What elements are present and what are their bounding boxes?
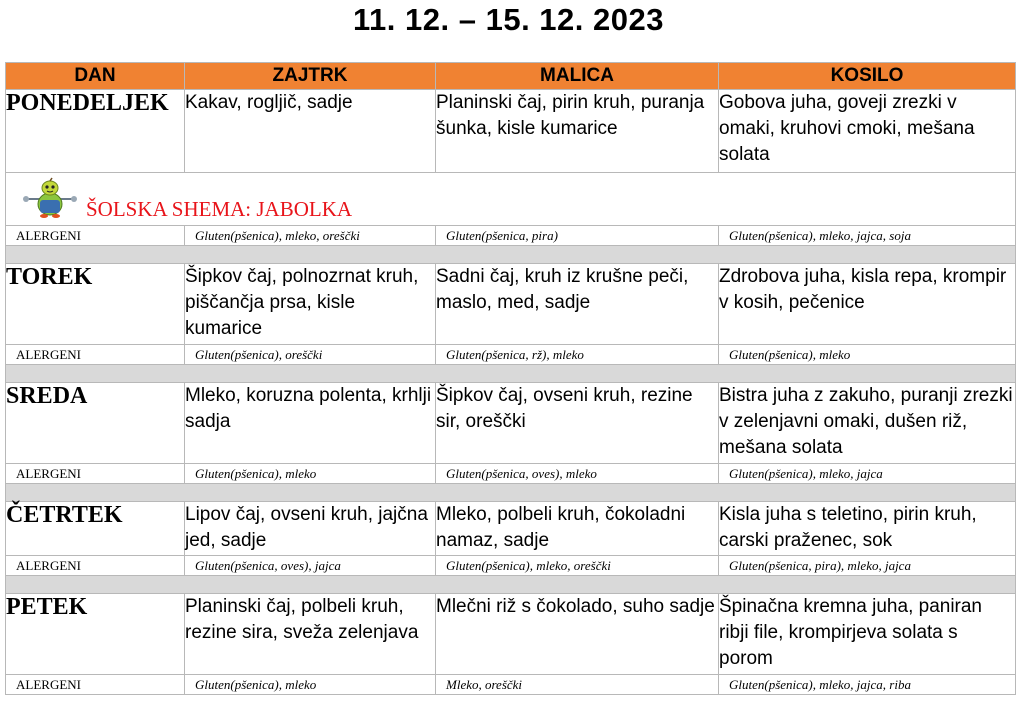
- allergens-breakfast: Gluten(pšenica), mleko, oreščki: [185, 226, 436, 246]
- day-name: PONEDELJEK: [6, 90, 185, 173]
- header-day: DAN: [6, 63, 185, 90]
- header-row: [6, 63, 1016, 90]
- menu-table: [5, 62, 1016, 695]
- allergens-snack: Gluten(pšenica, pira): [436, 226, 719, 246]
- allergens-lunch: Gluten(pšenica, pira), mleko, jajca: [719, 556, 1016, 576]
- day-row-monday: [6, 90, 1016, 173]
- separator-row: [6, 484, 1016, 502]
- day-row-friday: [6, 594, 1016, 675]
- breakfast-cell: Planinski čaj, polbeli kruh, rezine sira, sveža zelenjava: [185, 594, 436, 675]
- allergens-lunch: Gluten(pšenica), mleko: [719, 345, 1016, 365]
- separator-row: [6, 246, 1016, 264]
- school-scheme-row: [6, 173, 1016, 226]
- allergens-row-monday: [6, 226, 1016, 246]
- snack-cell: Sadni čaj, kruh iz krušne peči, maslo, med, sadje: [436, 264, 719, 345]
- allergens-breakfast: Gluten(pšenica), oreščki: [185, 345, 436, 365]
- lunch-cell: Špinačna kremna juha, paniran ribji file, krompirjeva solata s porom: [719, 594, 1016, 675]
- header-breakfast: ZAJTRK: [185, 63, 436, 90]
- allergens-row-friday: [6, 675, 1016, 695]
- day-row-tuesday: [6, 264, 1016, 345]
- day-name: SREDA: [6, 383, 185, 464]
- separator-row: [6, 365, 1016, 383]
- snack-cell: Planinski čaj, pirin kruh, puranja šunka, kisle kumarice: [436, 90, 719, 173]
- lunch-cell: Bistra juha z zakuho, puranji zrezki v zelenjavni omaki, dušen riž, mešana solata: [719, 383, 1016, 464]
- allergens-snack: Mleko, oreščki: [436, 675, 719, 695]
- allergens-row-tuesday: [6, 345, 1016, 365]
- allergens-label: ALERGENI: [6, 345, 185, 365]
- snack-cell: Mlečni riž s čokolado, suho sadje: [436, 594, 719, 675]
- lunch-cell: Gobova juha, goveji zrezki v omaki, kruhovi cmoki, mešana solata: [719, 90, 1016, 173]
- allergens-row-thursday: [6, 556, 1016, 576]
- allergens-snack: Gluten(pšenica, oves), mleko: [436, 464, 719, 484]
- day-name: TOREK: [6, 264, 185, 345]
- breakfast-cell: Kakav, rogljič, sadje: [185, 90, 436, 173]
- breakfast-cell: Šipkov čaj, polnozrnat kruh, piščančja prsa, kisle kumarice: [185, 264, 436, 345]
- snack-cell: Mleko, polbeli kruh, čokoladni namaz, sadje: [436, 502, 719, 556]
- allergens-lunch: Gluten(pšenica), mleko, jajca: [719, 464, 1016, 484]
- allergens-lunch: Gluten(pšenica), mleko, jajca, riba: [719, 675, 1016, 695]
- allergens-lunch: Gluten(pšenica), mleko, jajca, soja: [719, 226, 1016, 246]
- snack-cell: Šipkov čaj, ovseni kruh, rezine sir, oreščki: [436, 383, 719, 464]
- allergens-breakfast: Gluten(pšenica), mleko: [185, 464, 436, 484]
- apple-mascot-icon: [20, 177, 80, 219]
- allergens-label: ALERGENI: [6, 675, 185, 695]
- allergens-snack: Gluten(pšenica), mleko, oreščki: [436, 556, 719, 576]
- allergens-label: ALERGENI: [6, 556, 185, 576]
- breakfast-cell: Lipov čaj, ovseni kruh, jajčna jed, sadje: [185, 502, 436, 556]
- lunch-cell: Kisla juha s teletino, pirin kruh, carski praženec, sok: [719, 502, 1016, 556]
- lunch-cell: Zdrobova juha, kisla repa, krompir v kosih, pečenice: [719, 264, 1016, 345]
- day-name: ČETRTEK: [6, 502, 185, 556]
- breakfast-cell: Mleko, koruzna polenta, krhlji sadja: [185, 383, 436, 464]
- school-scheme-cell: [6, 173, 1016, 226]
- day-name: PETEK: [6, 594, 185, 675]
- day-row-wednesday: [6, 383, 1016, 464]
- allergens-snack: Gluten(pšenica, rž), mleko: [436, 345, 719, 365]
- header-lunch: KOSILO: [719, 63, 1016, 90]
- allergens-breakfast: Gluten(pšenica, oves), jajca: [185, 556, 436, 576]
- school-scheme-text: ŠOLSKA SHEMA: JABOLKA: [86, 197, 353, 221]
- allergens-label: ALERGENI: [6, 464, 185, 484]
- day-row-thursday: [6, 502, 1016, 556]
- allergens-row-wednesday: [6, 464, 1016, 484]
- separator-row: [6, 576, 1016, 594]
- allergens-breakfast: Gluten(pšenica), mleko: [185, 675, 436, 695]
- allergens-label: ALERGENI: [6, 226, 185, 246]
- header-snack: MALICA: [436, 63, 719, 90]
- page-title: 11. 12. – 15. 12. 2023: [353, 2, 664, 37]
